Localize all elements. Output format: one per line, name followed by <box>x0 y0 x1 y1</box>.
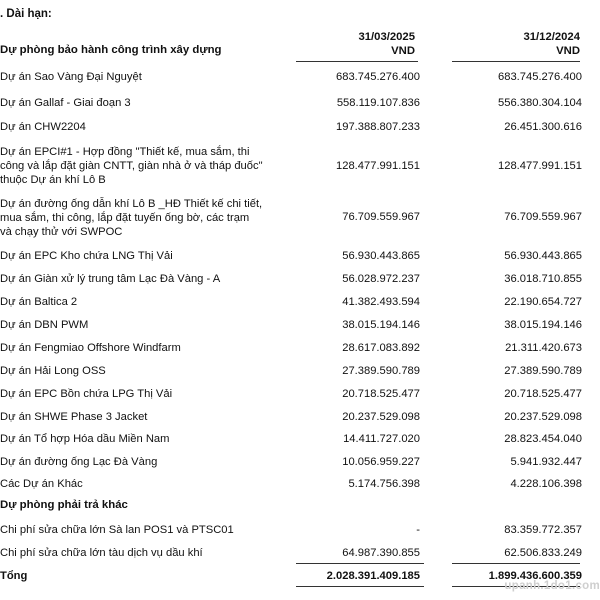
value-2024: 28.823.454.040 <box>504 433 582 445</box>
row-label: Dự án EPC Kho chứa LNG Thị Vải <box>0 250 173 262</box>
row-label: Các Dự án Khác <box>0 478 83 490</box>
row-label: Dự án CHW2204 <box>0 121 86 133</box>
value-2024: 36.018.710.855 <box>504 273 582 285</box>
value-2024: 20.237.529.098 <box>504 411 582 423</box>
column-unit: VND <box>391 45 415 57</box>
value-2024: 683.745.276.400 <box>498 71 582 83</box>
value-2025: 558.119.107.836 <box>336 97 420 109</box>
value-2025: 56.930.443.865 <box>342 250 420 262</box>
row-label: Dự án EPCI#1 - Hợp đồng "Thiết kế, mua sắm, thi công và lắp đặt giàn CNTT, giàn nhà ở và tháp đuốc" thuộc Dự án khí Lô B <box>0 146 263 186</box>
row-label: Dự án đường ống dẫn khí Lô B _HĐ Thiết kế chi tiết, mua sắm, thi công, lắp đặt tuyến ống bờ, các trạm và chạy thử với SWPOC <box>0 198 263 238</box>
value-2024: 62.506.833.249 <box>504 547 582 559</box>
total-2025: 2.028.391.409.185 <box>326 570 420 582</box>
value-2024: 5.941.932.447 <box>510 456 582 468</box>
value-2025: - <box>416 524 420 536</box>
watermark-text: upanh.1do1.com <box>504 580 600 592</box>
total-label: Tổng <box>0 570 28 582</box>
value-2025: 5.174.756.398 <box>348 478 420 490</box>
column-header-2 <box>444 30 580 58</box>
value-2025: 41.382.493.594 <box>342 296 420 308</box>
value-2024: 26.451.300.616 <box>504 121 582 133</box>
value-2024: 128.477.991.151 <box>498 160 582 172</box>
total-line-top-2 <box>452 563 580 564</box>
row-label: Dự án Fengmiao Offshore Windfarm <box>0 342 181 354</box>
value-2025: 128.477.991.151 <box>336 160 420 172</box>
value-2025: 14.411.727.020 <box>343 433 420 445</box>
value-2024: 56.930.443.865 <box>504 250 582 262</box>
header-underline-1 <box>296 61 418 62</box>
row-label: Dự án Giàn xử lý trung tâm Lạc Đà Vàng - A <box>0 273 221 285</box>
row-label: Chi phí sửa chữa lớn Sà lan POS1 và PTSC01 <box>0 524 234 536</box>
value-2024: 556.380.304.104 <box>498 97 582 109</box>
value-2025: 64.987.390.855 <box>342 547 420 559</box>
row-label: Dự án Gallaf - Giai đoạn 3 <box>0 97 131 109</box>
value-2025: 28.617.083.892 <box>342 342 420 354</box>
column-unit: VND <box>556 45 580 57</box>
column-date: 31/03/2025 <box>358 31 415 43</box>
value-2025: 20.237.529.098 <box>342 411 420 423</box>
value-2025: 27.389.590.789 <box>342 365 420 377</box>
section-title: . Dài hạn: <box>0 8 52 20</box>
row-label: Dự án đường ống Lạc Đà Vàng <box>0 456 158 468</box>
row-label: Dự án Tổ hợp Hóa dầu Miền Nam <box>0 433 170 445</box>
row-label: Dự án Hải Long OSS <box>0 365 106 377</box>
value-2024: 38.015.194.146 <box>504 319 582 331</box>
value-2025: 683.745.276.400 <box>336 71 420 83</box>
row-label: Chi phí sửa chữa lớn tàu dịch vụ dầu khí <box>0 547 203 559</box>
row-label: Dự án Sao Vàng Đại Nguyệt <box>0 71 142 83</box>
value-2024: 20.718.525.477 <box>504 388 582 400</box>
row-label: Dự án DBN PWM <box>0 319 89 331</box>
value-2025: 20.718.525.477 <box>342 388 420 400</box>
value-2025: 197.388.807.233 <box>336 121 420 133</box>
value-2025: 10.056.959.227 <box>342 456 420 468</box>
column-header-1 <box>278 30 415 58</box>
value-2025: 56.028.972.237 <box>342 273 420 285</box>
column-date: 31/12/2024 <box>523 31 580 43</box>
group-title-warranty: Dự phòng bảo hành công trình xây dựng <box>0 44 222 56</box>
row-label: Dự án EPC Bồn chứa LPG Thị Vải <box>0 388 173 400</box>
value-2025: 76.709.559.967 <box>342 211 420 223</box>
row-label: Dự án Baltica 2 <box>0 296 78 308</box>
header-underline-2 <box>452 61 580 62</box>
value-2025: 38.015.194.146 <box>342 319 420 331</box>
total-line-bottom-1 <box>296 586 424 587</box>
value-2024: 27.389.590.789 <box>504 365 582 377</box>
row-label: Dự án SHWE Phase 3 Jacket <box>0 411 148 423</box>
value-2024: 21.311.420.673 <box>505 342 582 354</box>
total-2024: 1.899.436.600.359 <box>488 570 582 582</box>
value-2024: 83.359.772.357 <box>504 524 582 536</box>
value-2024: 4.228.106.398 <box>510 478 582 490</box>
group-title-other: Dự phòng phải trả khác <box>0 499 128 511</box>
value-2024: 76.709.559.967 <box>504 211 582 223</box>
total-line-top-1 <box>296 563 424 564</box>
value-2024: 22.190.654.727 <box>504 296 582 308</box>
